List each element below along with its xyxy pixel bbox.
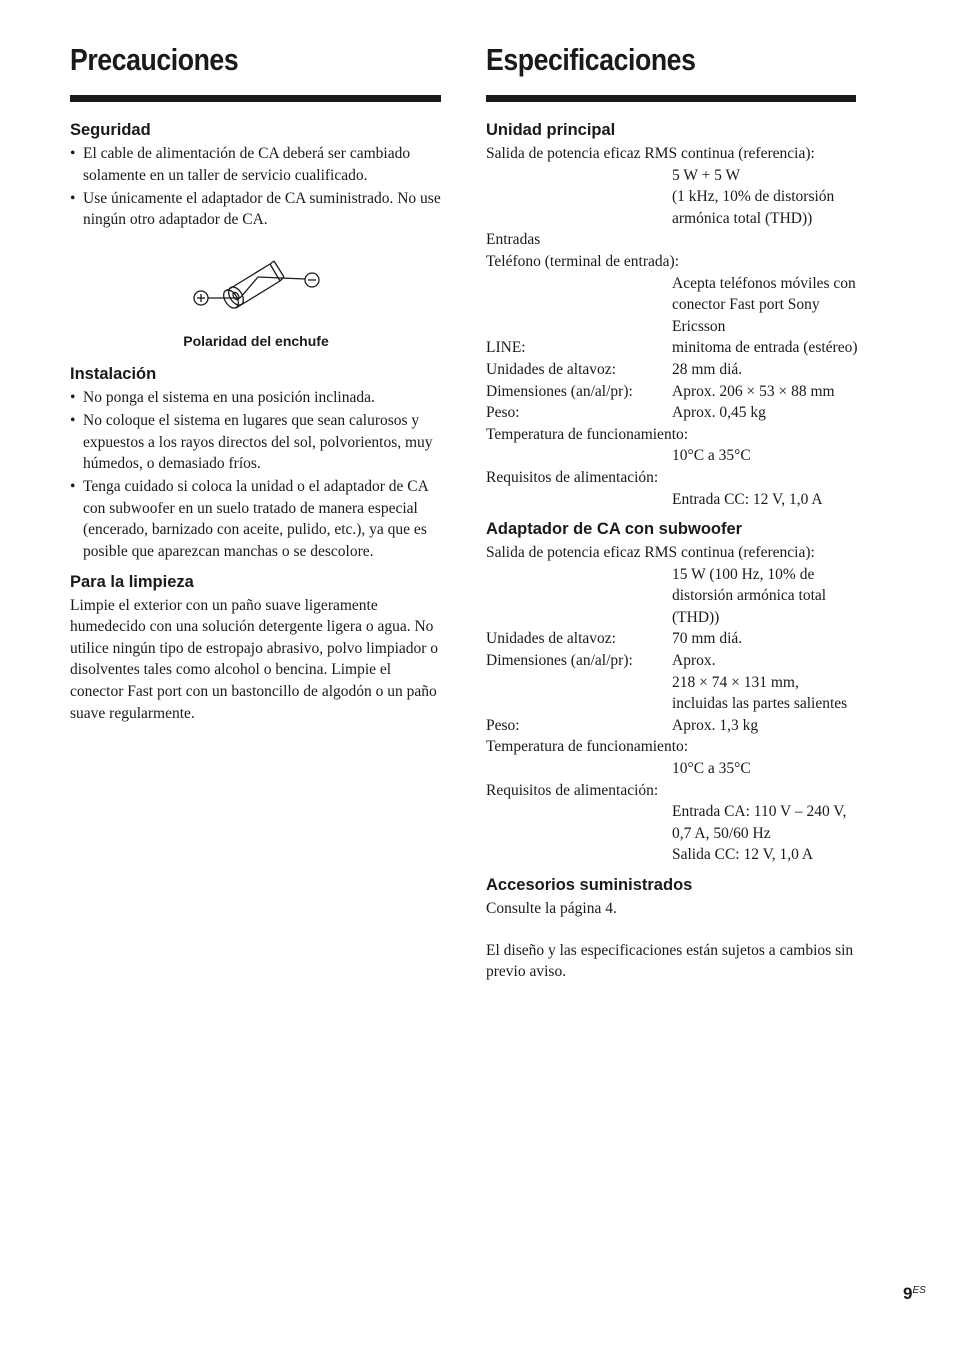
spec-label: Peso: — [486, 716, 520, 734]
spec-row — [486, 381, 858, 403]
spec-value: (1 kHz, 10% de distorsión armónica total (THD)) — [672, 188, 835, 227]
spec-label: Unidades de altavoz: — [486, 630, 616, 648]
paragraph-notice: El diseño y las especificaciones están sujetos a cambios sin previo aviso. — [486, 941, 854, 981]
spec-value: Entrada CA: 110 V – 240 V, 0,7 A, 50/60 Hz — [672, 803, 847, 842]
paragraph-accesorios: Consulte la página 4. — [486, 900, 617, 917]
heading-rule-right — [486, 95, 856, 102]
spec-value: Salida CC: 12 V, 1,0 A — [672, 846, 814, 864]
spec-row — [486, 650, 858, 672]
plug-polarity-figure — [70, 251, 442, 355]
page-title-precauciones: Precauciones — [70, 42, 239, 77]
paragraph-limpieza: Limpie el exterior con un paño suave ligeramente humedecido con una solución detergente ligera o agua. No utilice ningún tipo de estropajo abrasivo, polvo limpiador o disolventes tales como alcohol o bencina. Limpie el conector Fast port con un bastoncillo de algodón o un paño suave regularmente. — [70, 596, 439, 722]
spec-row — [486, 715, 858, 737]
spec-label: LINE: — [486, 339, 526, 357]
section-title-unidad-principal: Unidad principal — [486, 121, 616, 139]
spec-value: Aprox. — [672, 652, 716, 670]
spec-row — [486, 402, 858, 424]
list-seguridad — [70, 143, 442, 231]
plug-polarity-icon — [188, 251, 328, 321]
spec-row — [486, 337, 858, 359]
list-item: • Use únicamente el adaptador de CA suministrado. No use ningún otro adaptador de CA. — [70, 188, 442, 231]
spec-value: 15 W (100 Hz, 10% de distorsión armónica total (THD)) — [672, 565, 827, 626]
spec-label: Dimensiones (an/al/pr): — [486, 652, 633, 670]
spec-value: Acepta teléfonos móviles con conector Fast port Sony Ericsson — [672, 274, 856, 335]
list-item: • Tenga cuidado si coloca la unidad o el adaptador de CA con subwoofer en un suelo tratado de manera especial (encerado, barnizado con aceite, pulido, etc.), ya que es posible que aparezcan manchas o se descolore. — [70, 476, 442, 562]
page-number-value: 9 — [903, 1284, 913, 1303]
spec-value: 10°C a 35°C — [672, 447, 751, 465]
spec-value: Aprox. 1,3 kg — [672, 716, 759, 734]
spec-label: Teléfono (terminal de entrada): — [486, 252, 680, 270]
spec-row — [486, 628, 858, 650]
section-title-instalacion: Instalación — [70, 364, 157, 383]
spec-label: Salida de potencia eficaz RMS continua (referencia): — [486, 145, 815, 162]
spec-label: Temperatura de funcionamiento: — [486, 425, 689, 443]
spec-label: Requisitos de alimentación: — [486, 781, 659, 799]
spec-value: 218 × 74 × 131 mm, incluidas las partes salientes — [672, 673, 848, 713]
spec-label: Unidades de altavoz: — [486, 360, 616, 378]
page-title-especificaciones: Especificaciones — [486, 42, 696, 77]
list-item: • El cable de alimentación de CA deberá ser cambiado solamente en un taller de servicio cualificado. — [70, 143, 442, 186]
list-item: • No ponga el sistema en una posición inclinada. — [70, 387, 442, 409]
spec-label: Peso: — [486, 404, 520, 422]
figure-caption: Polaridad del enchufe — [183, 332, 329, 349]
column-precauciones — [70, 120, 442, 724]
spec-label: Temperatura de funcionamiento: — [486, 738, 689, 756]
column-especificaciones — [486, 120, 858, 983]
spec-label: Entradas — [486, 231, 541, 249]
spec-row — [486, 359, 858, 381]
page-language-code: ES — [912, 1285, 926, 1296]
section-title-seguridad: Seguridad — [70, 121, 151, 139]
spec-label: Dimensiones (an/al/pr): — [486, 382, 633, 400]
list-instalacion — [70, 387, 442, 563]
section-title-adaptador: Adaptador de CA con subwoofer — [486, 520, 743, 539]
spec-value: Entrada CC: 12 V, 1,0 A — [672, 490, 823, 508]
section-title-limpieza: Para la limpieza — [70, 572, 194, 591]
spec-label: Requisitos de alimentación: — [486, 468, 659, 486]
spec-value: Aprox. 0,45 kg — [672, 404, 766, 422]
spec-label: Salida de potencia eficaz RMS continua (referencia): — [486, 544, 815, 562]
spec-value: minitoma de entrada (estéreo) — [672, 339, 858, 357]
spec-value: Aprox. 206 × 53 × 88 mm — [672, 382, 835, 400]
section-title-accesorios: Accesorios suministrados — [486, 876, 693, 894]
spec-value: 5 W + 5 W — [672, 166, 741, 184]
list-item: • No coloque el sistema en lugares que sean calurosos y expuestos a los rayos directos del sol, polvorientos, muy húmedos, o demasiado fríos. — [70, 410, 442, 475]
spec-value: 28 mm diá. — [672, 360, 743, 378]
spec-value: 10°C a 35°C — [672, 760, 751, 778]
spec-value: 70 mm diá. — [672, 630, 743, 648]
page-number — [903, 1284, 926, 1304]
heading-rule-left — [70, 95, 441, 102]
